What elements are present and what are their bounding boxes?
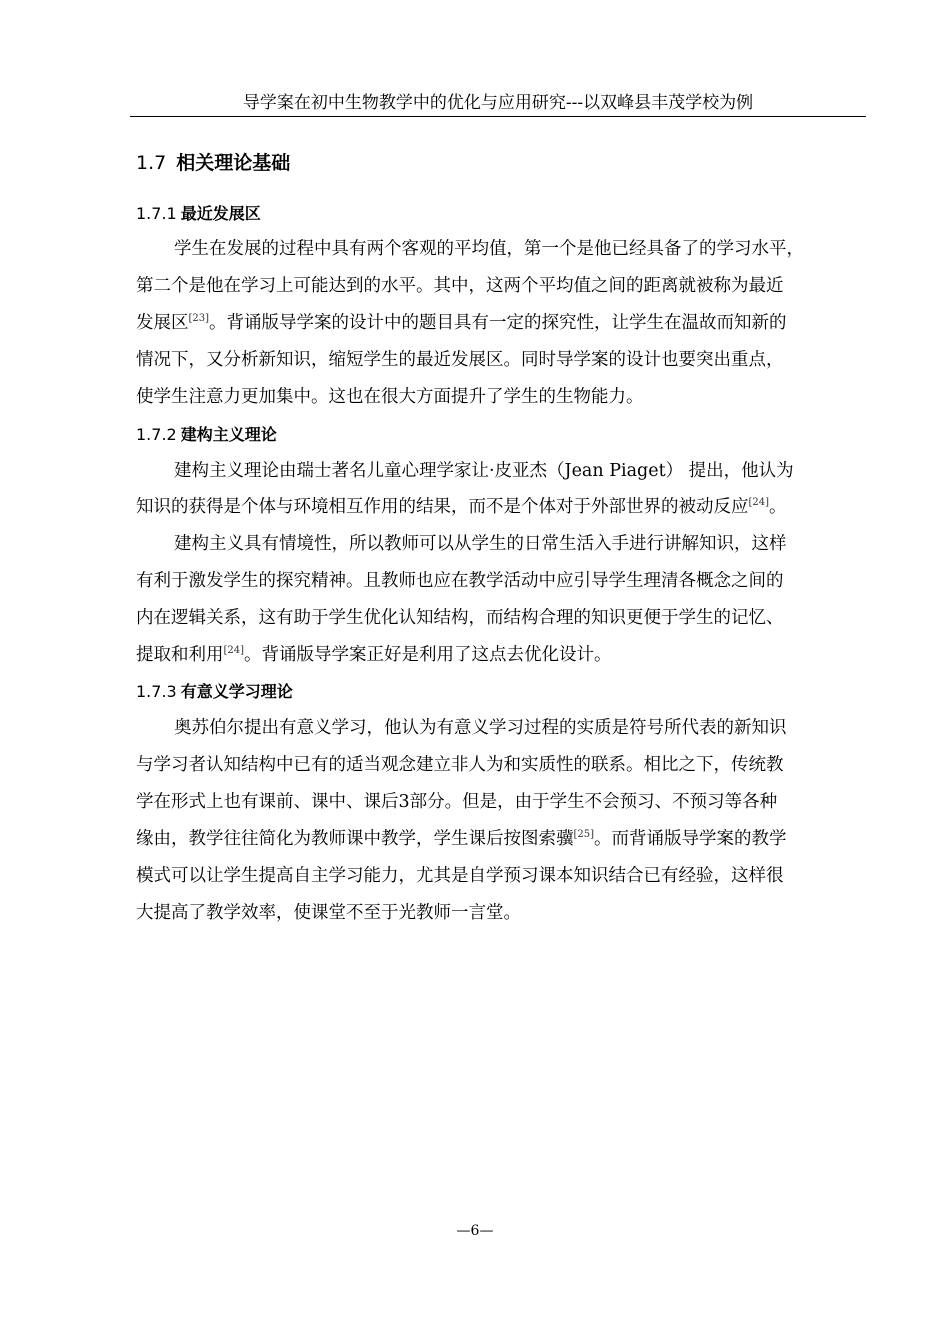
paragraph-line: 学在形式上也有课前、课中、课后3部分。但是，由于学生不会预习、不预习等各种 — [136, 792, 778, 812]
section-number: 1.7 — [136, 152, 167, 174]
subsection-number: 1.7.1 — [136, 204, 177, 223]
text-span: 发展区 — [136, 313, 189, 333]
paragraph-line: 奥苏伯尔提出有意义学习，他认为有意义学习过程的实质是符号所代表的新知识 — [174, 718, 787, 738]
running-header: 导学案在初中生物教学中的优化与应用研究---以双峰县丰茂学校为例 — [242, 93, 754, 113]
paragraph-line: 与学习者认知结构中已有的适当观念建立非人为和实质性的联系。相比之下，传统教 — [136, 755, 784, 775]
subsection-title: 有意义学习理论 — [180, 682, 293, 701]
paragraph-line — [136, 495, 787, 519]
paragraph-line — [136, 643, 612, 667]
text-span: 缘由，教学往往简化为教师课中教学，学生课后按图索骥 — [136, 829, 574, 849]
section-heading — [136, 150, 290, 176]
paragraph-line — [136, 311, 787, 335]
subsection-heading-1-7-3 — [136, 681, 293, 703]
paragraph-line: 学生在发展的过程中具有两个客观的平均值，第一个是他已经具备了的学习水平， — [174, 239, 804, 259]
paragraph-line: 有利于激发学生的探究精神。且教师也应在教学活动中应引导学生理清各概念之间的 — [136, 571, 784, 591]
paragraph-line: 使学生注意力更加集中。这也在很大方面提升了学生的生物能力。 — [136, 387, 644, 407]
subsection-number: 1.7.2 — [136, 425, 177, 444]
text-span: 。 — [769, 497, 787, 517]
paragraph-line: 第二个是他在学习上可能达到的水平。其中，这两个平均值之间的距离就被称为最近 — [136, 276, 784, 296]
citation: [24] — [223, 645, 245, 656]
subsection-heading-1-7-2 — [136, 424, 277, 446]
page-number: —6— — [456, 1223, 494, 1239]
text-span: 。而背诵版导学案的教学 — [594, 829, 787, 849]
subsection-title: 最近发展区 — [180, 204, 261, 223]
section-title: 相关理论基础 — [176, 152, 291, 174]
citation: [25] — [573, 829, 595, 840]
header-divider — [130, 116, 866, 117]
paragraph-line — [136, 827, 787, 851]
citation: [23] — [188, 313, 210, 324]
text-span: 。背诵版导学案的设计中的题目具有一定的探究性，让学生在温故而知新的 — [209, 313, 787, 333]
text-span: 知识的获得是个体与环境相互作用的结果，而不是个体对于外部世界的被动反应 — [136, 497, 749, 517]
paragraph-line: 情况下，又分析新知识，缩短学生的最近发展区。同时导学案的设计也要突出重点， — [136, 350, 784, 370]
paragraph-line: 建构主义理论由瑞士著名儿童心理学家让·皮亚杰（Jean Piaget） 提出，他认为 — [174, 461, 794, 481]
subsection-title: 建构主义理论 — [180, 425, 277, 444]
paragraph-line: 模式可以让学生提高自主学习能力，尤其是自学预习课本知识结合已有经验，这样很 — [136, 866, 784, 886]
subsection-heading-1-7-1 — [136, 203, 261, 225]
citation: [24] — [748, 497, 770, 508]
paragraph-line: 内在逻辑关系，这有助于学生优化认知结构，而结构合理的知识更便于学生的记忆、 — [136, 608, 784, 628]
text-span: 提取和利用 — [136, 645, 224, 665]
paragraph-line: 建构主义具有情境性，所以教师可以从学生的日常生活入手进行讲解知识，这样 — [174, 534, 787, 554]
paragraph-line: 大提高了教学效率，使课堂不至于光教师一言堂。 — [136, 903, 521, 923]
text-span: 。背诵版导学案正好是利用了这点去优化设计。 — [244, 645, 612, 665]
subsection-number: 1.7.3 — [136, 682, 177, 701]
